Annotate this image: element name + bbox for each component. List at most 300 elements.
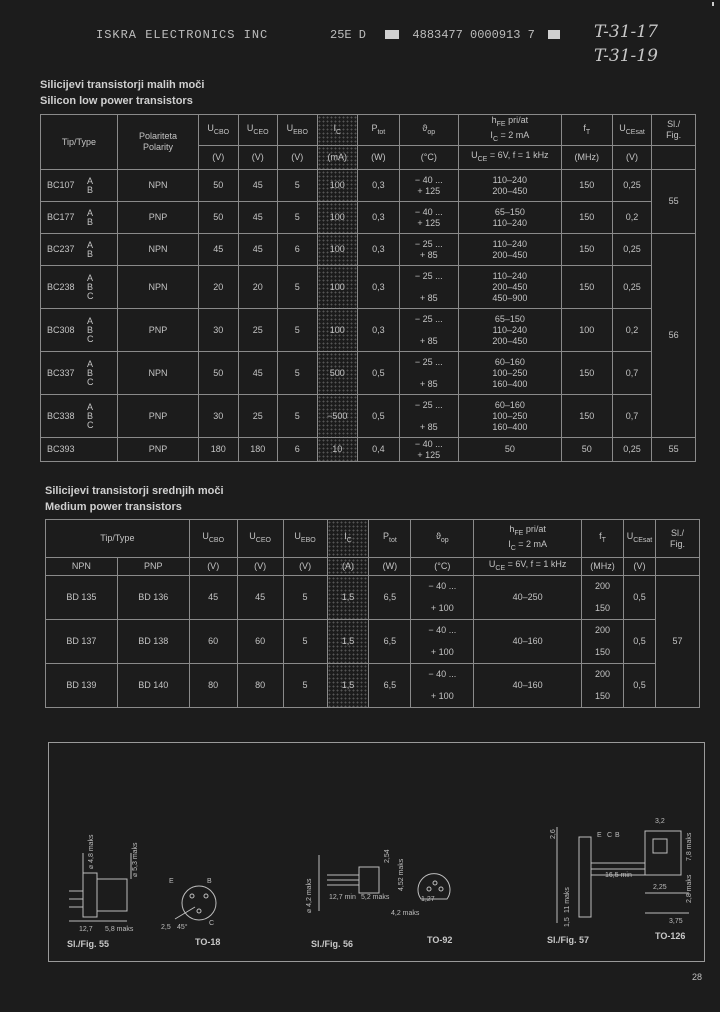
col-hfe: [458, 115, 561, 146]
table-row: [46, 620, 700, 664]
type-groups: A B C: [87, 401, 94, 430]
cell-npn: BD 135: [46, 576, 118, 620]
cell-hfe: 60–160 100–250 160–400: [458, 352, 561, 395]
dim56-0: 12,7 min: [329, 894, 356, 901]
cell-uceo: 45: [238, 202, 278, 234]
uebo2-symbol: U: [294, 531, 301, 542]
cell-uebo: 5: [283, 620, 327, 664]
uceo2-sub: CEO: [255, 536, 271, 544]
ft2-sub: T: [601, 536, 606, 544]
cell-ptot: 0,3: [358, 309, 400, 352]
cell-hfe: 110–240 200–450: [458, 170, 561, 202]
cell-uceo: 45: [238, 352, 278, 395]
cell-ic: 100: [317, 170, 358, 202]
cell-ucbo: 50: [199, 170, 239, 202]
cell-type: [41, 266, 118, 309]
cell-ic: 100: [317, 234, 358, 266]
cell-pol: NPN: [117, 170, 198, 202]
pin55-e: E: [169, 878, 174, 885]
cell-ptot: 0,3: [358, 266, 400, 309]
table-row: [41, 202, 696, 234]
hfe2-ic-symbol: I: [508, 538, 511, 549]
ucbo-symbol: U: [207, 122, 214, 133]
unit-hfe-cond: = 6V, f = 1 kHz: [487, 150, 549, 161]
cell-type: [41, 309, 118, 352]
cell-ucbo: 50: [199, 352, 239, 395]
ucbo2-sub: CBO: [208, 536, 225, 544]
cell-usat: 0,5: [623, 620, 655, 664]
unit-top: (°C): [399, 146, 458, 170]
table-row: [41, 438, 696, 462]
fig2-label-en: Fig.: [669, 538, 685, 549]
cell-usat: 0,7: [612, 395, 652, 438]
dim55-1: 5,8 maks: [105, 926, 134, 933]
col2-ft: [582, 520, 624, 558]
hfe2-sub: FE: [514, 529, 524, 537]
cell-uebo: 5: [278, 395, 318, 438]
polarity-sl-label: Polariteta: [138, 131, 177, 141]
cell-pol: NPN: [117, 266, 198, 309]
col2-uebo: [283, 520, 327, 558]
cell-type: [41, 170, 118, 202]
cell-hfe: 40–160: [474, 620, 582, 664]
cell-pnp: BD 136: [117, 576, 189, 620]
unit2-hfe: [474, 558, 582, 576]
ucesat-symbol: U: [619, 122, 626, 133]
col2-ic: [327, 520, 369, 558]
cell-ucbo: 50: [199, 202, 239, 234]
section2-title-sl: Silicijevi transistorji srednjih moči: [45, 485, 224, 497]
col2-top: [411, 520, 474, 558]
dim57-6: 3,75: [669, 918, 683, 925]
unit2-hfe-symbol: U: [488, 559, 496, 570]
to126-side-body: [579, 837, 591, 917]
col-fig: [652, 115, 696, 146]
dim57-4: 2,25: [653, 884, 667, 891]
cell-type: [41, 234, 118, 266]
unit2-ptot: (W): [369, 558, 411, 576]
col2-hfe: [474, 520, 582, 558]
table-row: [41, 170, 696, 202]
hfe-at: pri/at: [505, 115, 529, 126]
dim57-5: 2,8 maks: [686, 874, 693, 903]
cell-top: − 40 ... + 125: [399, 170, 458, 202]
cell-ic: 100: [317, 202, 358, 234]
type-groups: A B: [87, 175, 94, 195]
col2-ucesat: [623, 520, 655, 558]
top2-sub: op: [440, 536, 449, 544]
cell-uebo: 6: [278, 438, 318, 462]
cell-ic: 500: [317, 352, 358, 395]
low-power-table: [40, 114, 696, 462]
to92-label: TO-92: [427, 935, 453, 945]
cell-usat: 0,2: [612, 309, 652, 352]
dim57-2: 3,2: [655, 818, 665, 825]
hfe-symbol: h: [491, 115, 497, 126]
hfe2-symbol: h: [509, 523, 515, 534]
ic2-sub: C: [346, 536, 352, 544]
section2-title: [45, 483, 224, 515]
unit2-hfe-sub: CE: [495, 564, 506, 572]
cell-ft: 150: [561, 170, 612, 202]
unit-hfe: [458, 146, 561, 170]
cell-usat: 0,25: [612, 234, 652, 266]
type-name: BC107: [47, 180, 75, 190]
to18-pin-e: [190, 894, 194, 898]
cell-usat: 0,5: [623, 576, 655, 620]
cell-ucbo: 20: [199, 266, 239, 309]
cell-usat: 0,25: [612, 266, 652, 309]
section1-title: [40, 77, 204, 109]
pin55-c: C: [209, 920, 215, 927]
dim55-0: 12,7: [79, 926, 93, 933]
ptot-sub: tot: [377, 128, 386, 136]
document-header: [96, 28, 268, 42]
unit-ucesat: (V): [612, 146, 652, 170]
to92-pin-2: [433, 881, 437, 885]
cell-hfe: 40–250: [474, 576, 582, 620]
ucbo2-symbol: U: [202, 531, 209, 542]
hfe2-at: pri/at: [523, 523, 546, 534]
cell-uebo: 5: [278, 266, 318, 309]
col-type: Tip/Type: [41, 115, 118, 170]
cell-ucbo: 30: [199, 395, 239, 438]
type-groups: A B C: [87, 315, 94, 344]
cell-uceo: 80: [237, 664, 283, 708]
cell-top: − 25 ... + 85: [399, 395, 458, 438]
table-row: [46, 664, 700, 708]
page-number: 28: [691, 972, 702, 982]
col2-fig: [655, 520, 699, 558]
type-groups: A B C: [87, 272, 94, 301]
cell-uebo: 5: [278, 352, 318, 395]
cell-pol: PNP: [117, 395, 198, 438]
cell-pol: PNP: [117, 438, 198, 462]
ucesat2-symbol: U: [626, 531, 634, 542]
cell-ft: 200 150: [582, 576, 624, 620]
cell-hfe: 40–160: [474, 664, 582, 708]
cell-ic: 10: [317, 438, 358, 462]
doc-number: 4883477 0000913 7: [412, 28, 535, 42]
package-drawings-panel: [48, 742, 705, 962]
table-row: [41, 234, 696, 266]
ptot2-sub: tot: [389, 536, 397, 544]
cell-ft: 150: [561, 234, 612, 266]
to126-mount-hole: [653, 839, 667, 853]
type-name: BC338: [47, 410, 75, 421]
cell-ptot: 0,5: [358, 352, 400, 395]
cell-hfe: 110–240 200–450 450–900: [458, 266, 561, 309]
cell-ptot: 0,4: [358, 438, 400, 462]
cell-ic: 100: [317, 266, 358, 309]
top-symbol: ϑ: [422, 122, 428, 133]
to18-side-body: [83, 873, 97, 917]
type-groups: A B: [87, 239, 94, 259]
cell-npn: BD 139: [46, 664, 118, 708]
cell-pol: NPN: [117, 234, 198, 266]
hfe-ic-value: = 2 mA: [498, 130, 530, 140]
cell-pol: PNP: [117, 202, 198, 234]
cell-ucbo: 45: [199, 234, 239, 266]
to126-label: TO-126: [655, 931, 686, 941]
to18-bottom-circle: [182, 886, 216, 920]
type-name: BC238: [47, 281, 75, 292]
hfe-sub: FE: [496, 121, 506, 128]
pin57-b: B: [615, 832, 620, 839]
cell-ft: 150: [561, 266, 612, 309]
cell-uceo: 45: [238, 234, 278, 266]
col-top: [399, 115, 458, 146]
cell-hfe: 65–150 110–240 200–450: [458, 309, 561, 352]
uebo-symbol: U: [286, 122, 294, 133]
ic-symbol: I: [333, 122, 337, 133]
dim56-1: 5,2 maks: [361, 894, 390, 901]
cell-uceo: 20: [238, 266, 278, 309]
pin55-b: B: [207, 878, 212, 885]
ucesat2-sub: CEsat: [633, 536, 653, 544]
cell-pol: PNP: [117, 309, 198, 352]
cell-ft: 150: [561, 202, 612, 234]
cell-uebo: 5: [278, 309, 318, 352]
cell-usat: 0,5: [623, 664, 655, 708]
handwritten-ref-2: T-31-19: [594, 46, 658, 66]
col2-ptot: [369, 520, 411, 558]
cell-ft: 50: [561, 438, 612, 462]
cell-top: − 25 ... + 85: [399, 352, 458, 395]
cell-uceo: 25: [238, 395, 278, 438]
cell-ucbo: 180: [199, 438, 239, 462]
unit2-ic: (A): [327, 558, 369, 576]
cell-fig: 55: [652, 170, 696, 234]
dim57-1: 16,5 min: [605, 872, 632, 879]
unit2-ucbo: (V): [189, 558, 237, 576]
header-mark-icon-2: [548, 30, 560, 39]
col2-npn: NPN: [46, 558, 118, 576]
uebo2-sub: EBO: [300, 536, 316, 544]
unit2-hfe-cond: = 6V, f = 1 kHz: [505, 559, 567, 570]
to18-side-cap: [97, 879, 127, 911]
hfe2-ic-value: = 2 mA: [515, 538, 548, 549]
table-row: [41, 309, 696, 352]
header-code-block: [330, 28, 560, 42]
fig55-label: Sl./Fig. 55: [67, 939, 110, 949]
col-uceo: [238, 115, 278, 146]
type-name: BC393: [47, 444, 75, 455]
to18-pin-b: [204, 894, 208, 898]
cell-ptot: 6,5: [369, 664, 411, 708]
unit-ptot: (W): [358, 146, 400, 170]
cell-top: − 40 ... + 100: [411, 576, 474, 620]
dim55-3: ⌀ 5,3 maks: [132, 842, 139, 877]
hfe-ic-symbol: I: [490, 130, 493, 140]
cell-top: − 25 ... + 85: [399, 234, 458, 266]
dim57-3: 7,8 maks: [686, 832, 693, 861]
cell-ft: 200 150: [582, 664, 624, 708]
unit2-ucesat: (V): [623, 558, 655, 576]
cell-top: − 25 ... + 85: [399, 266, 458, 309]
cell-fig: 55: [652, 438, 696, 462]
cell-ucbo: 45: [189, 576, 237, 620]
cell-usat: 0,25: [612, 170, 652, 202]
cell-type: [41, 395, 118, 438]
cell-type: [41, 352, 118, 395]
cell-hfe: 65–150 110–240: [458, 202, 561, 234]
cell-ptot: 0,3: [358, 202, 400, 234]
table-row: [41, 395, 696, 438]
to18-pin-c: [197, 909, 201, 913]
pin57-e: E: [597, 832, 602, 839]
to18-label: TO-18: [195, 937, 221, 947]
cell-ic: 1,5: [327, 576, 369, 620]
medium-power-table: [45, 519, 700, 708]
unit-uceo: (V): [238, 146, 278, 170]
unit-ic: (mA): [317, 146, 358, 170]
ptot-symbol: P: [371, 122, 378, 133]
col2-ucbo: [189, 520, 237, 558]
cell-pol: NPN: [117, 352, 198, 395]
section1-title-sl: Silicijevi transistorji malih moči: [40, 79, 205, 91]
cell-top: − 40 ... + 100: [411, 664, 474, 708]
ucbo-sub: CBO: [213, 128, 230, 136]
col-ucbo: [199, 115, 239, 146]
fig56-label: Sl./Fig. 56: [311, 939, 354, 949]
cell-top: − 40 ... + 100: [411, 620, 474, 664]
cell-ic: 1,5: [327, 664, 369, 708]
type-name: BC237: [47, 244, 75, 254]
uceo2-symbol: U: [249, 531, 256, 542]
dim56-5: 1,27: [421, 896, 435, 903]
cell-ucbo: 30: [199, 309, 239, 352]
cell-uceo: 60: [237, 620, 283, 664]
col-ic: [317, 115, 358, 146]
dim56-2: ⌀ 4,2 maks: [306, 878, 313, 913]
col-ucesat: [612, 115, 652, 146]
to18-tab-line: [175, 907, 195, 919]
unit2-ft: (MHz): [582, 558, 624, 576]
cell-ucbo: 80: [189, 664, 237, 708]
dim55-4: 2,5: [161, 924, 171, 931]
fig-label-en: Fig.: [666, 130, 682, 140]
unit-uebo: (V): [278, 146, 318, 170]
ptot2-symbol: P: [383, 531, 390, 542]
cell-ft: 150: [561, 352, 612, 395]
cell-uebo: 5: [283, 576, 327, 620]
fig-label: Sl./: [667, 119, 681, 129]
pin57-c: C: [607, 832, 613, 839]
ic-sub: C: [336, 128, 342, 136]
top2-symbol: ϑ: [435, 531, 441, 542]
cell-ptot: 0,3: [358, 170, 400, 202]
cell-pnp: BD 138: [117, 620, 189, 664]
col-polarity: [117, 115, 198, 170]
cell-uebo: 5: [283, 664, 327, 708]
cell-hfe: 50: [458, 438, 561, 462]
type-name: BC337: [47, 367, 75, 378]
dim55-5: 45°: [177, 924, 188, 931]
cell-ft: 150: [561, 395, 612, 438]
dim57-8: 1,5: [564, 917, 571, 927]
cell-usat: 0,2: [612, 202, 652, 234]
cell-ic: 100: [317, 309, 358, 352]
cell-fig: 56: [652, 234, 696, 438]
cell-type: [41, 202, 118, 234]
ic2-symbol: I: [344, 531, 347, 542]
cell-uceo: 180: [238, 438, 278, 462]
dim56-4: 4,52 maks: [398, 858, 405, 891]
cell-top: − 25 ... + 85: [399, 309, 458, 352]
col-ft: [561, 115, 612, 146]
cell-pnp: BD 140: [117, 664, 189, 708]
table-row: [46, 576, 700, 620]
cell-ft: 200 150: [582, 620, 624, 664]
type-groups: A B C: [87, 358, 94, 387]
col-ptot: [358, 115, 400, 146]
cell-hfe: 60–160 100–250 160–400: [458, 395, 561, 438]
col2-uceo: [237, 520, 283, 558]
edge-mark: [712, 2, 714, 6]
cell-uceo: 45: [237, 576, 283, 620]
dim56-3: 2,54: [384, 849, 391, 863]
cell-uebo: 5: [278, 170, 318, 202]
cell-ic: 1,5: [327, 620, 369, 664]
cell-ptot: 0,5: [358, 395, 400, 438]
to92-pin-1: [427, 887, 431, 891]
dim56-6: 4,2 maks: [391, 910, 420, 917]
unit2-uebo: (V): [283, 558, 327, 576]
hfe-ic-sub: C: [492, 135, 498, 143]
unit-fig: [652, 146, 696, 170]
top-sub: op: [427, 128, 436, 136]
cell-usat: 0,25: [612, 438, 652, 462]
company-name: ISKRA ELECTRONICS INC: [96, 28, 269, 42]
table-row: [41, 266, 696, 309]
cell-top: − 40 ... + 125: [399, 438, 458, 462]
cell-ptot: 6,5: [369, 576, 411, 620]
unit-ft: (MHz): [561, 146, 612, 170]
type-name: BC177: [47, 212, 75, 222]
type-groups: A B: [87, 207, 94, 227]
handwritten-ref-1: T-31-17: [594, 22, 658, 42]
cell-type: [41, 438, 118, 462]
unit-hfe-sub: CE: [477, 155, 488, 163]
ft-symbol: f: [583, 122, 586, 133]
cell-ic: −500: [317, 395, 358, 438]
cell-top: − 40 ... + 125: [399, 202, 458, 234]
cell-uceo: 25: [238, 309, 278, 352]
ft2-symbol: f: [599, 531, 602, 542]
package-drawings-svg: [49, 743, 704, 961]
ucesat-sub: CEsat: [625, 128, 645, 136]
cell-fig: 57: [655, 576, 699, 708]
cell-uceo: 45: [238, 170, 278, 202]
dim57-0: 2,6: [550, 829, 557, 839]
dim57-7: 11 maks: [564, 887, 571, 913]
unit2-top: (°C): [411, 558, 474, 576]
cell-uebo: 6: [278, 234, 318, 266]
unit2-fig: [655, 558, 699, 576]
hfe2-ic-sub: C: [510, 544, 516, 552]
uebo-sub: EBO: [293, 128, 308, 136]
cell-ucbo: 60: [189, 620, 237, 664]
unit-hfe-symbol: U: [471, 150, 478, 161]
fig57-label: Sl./Fig. 57: [547, 935, 590, 945]
section1-title-en: Silicon low power transistors: [40, 95, 193, 107]
col-uebo: [278, 115, 318, 146]
unit2-uceo: (V): [237, 558, 283, 576]
type-name: BC308: [47, 324, 75, 335]
cell-ptot: 0,3: [358, 234, 400, 266]
to92-pin-3: [439, 887, 443, 891]
